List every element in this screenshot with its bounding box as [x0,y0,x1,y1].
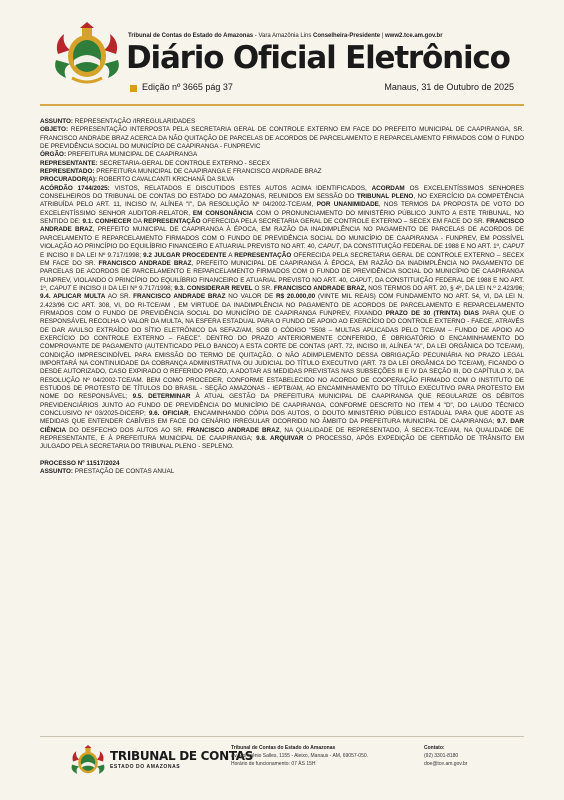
processo-line: PROCESSO Nº 11517/2024 [40,459,120,467]
representado-line: REPRESENTADO: PREFEITURA MUNICIPAL DE CAAPIRANGA E FRANCISCO ANDRADE BRAZ [40,168,322,176]
footer-hours: Horário de funcionamento: 07 ÀS 15H [231,761,316,767]
procurador-line: PROCURADOR(A): ROBERTO CAVALCANTI KRICHANÃ DA SILVA [40,176,235,184]
representante-line: REPRESENTANTE: SECRETARIA-GERAL DE CONTROLE EXTERNO - SECEX [40,159,271,167]
footer-contact-label: Contato: [424,745,445,751]
header-divider [40,104,524,106]
assunto-line: ASSUNTO: REPRESENTAÇÃO /IRREGULARIDADES [40,118,196,125]
edition-bullet-icon [130,85,137,92]
footer-phone: (92) 3301-8180 [424,753,459,759]
footer-address-block [231,744,368,768]
footer-brand-subtitle: ESTADO DO AMAZONAS [110,764,181,770]
page-title: Diário Oficial Eletrônico [126,40,510,76]
header-subrow [126,82,514,96]
orgao-line: ÓRGÃO: PREFEITURA MUNICIPAL DE CAAPIRANGA [40,151,198,159]
dateline: Manaus, 31 de Outubro de 2025 [384,82,514,92]
objeto-line: OBJETO: REPRESENTAÇÃO INTERPOSTA PELA SECRETARIA GERAL DE CONTROLE EXTERNO EM FACE DO PREFEITO MUNICIPAL DE CAAPIRANGA, SR. FRANCISCO ANDRADE BRAZ ACERCA DA NÃO QUITAÇÃO DE PARCELAS DE ACORDOS DE PARCELAMENTO E REPARCELAMENTO FIRMADOS COM O FUNDO DE PREVIDÊNCIA SOCIAL DO MUNICÍPIO DE CAAPIRANGA - FUNPREVIC [40,126,525,151]
paragraph-gap [40,452,524,460]
footer-email[interactable]: doe@tce.am.gov.br [424,761,468,767]
document-body [40,118,524,476]
coat-of-arms-icon [52,20,122,86]
page-footer [0,736,564,800]
footer-org: Tribunal de Contas do Estado do Amazonas [231,745,336,751]
footer-coat-of-arms-icon [70,744,106,778]
edition-label: Edição nº 3665 pág 37 [142,82,233,92]
footer-address: Av. Ephigênio Salles, 1155 - Aleixo, Manaus - AM, 69057-050. [231,753,369,759]
assunto2-line: ASSUNTO: PRESTAÇÃO DE CONTAS ANUAL [40,468,175,476]
page-header [0,0,564,110]
header-topline: Tribunal de Contas do Estado do Amazonas - Vara Amazônia Lins Conselheira-Presidente | www2.tce.am.gov.br [128,33,443,39]
acordao-paragraph: ACÓRDÃO 1744/2025: VISTOS, RELATADOS E DISCUTIDOS ESTES AUTOS ACIMA IDENTIFICADOS, ACORDAM OS EXCELENTÍSSIMOS SENHORES CONSELHEIROS DO TRIBUNAL DE CONTAS DO ESTADO DO AMAZONAS, REUNIDOS EM SESSÃO DO TRIBUNAL PLENO, NO EXERCÍCIO DA COMPETÊNCIA ATRIBUÍDA PELO ART. 11, INCISO IV, ALÍNEA "I", DA RESOLUÇÃO Nº 04/2002-TCE/AM, POR UNANIMIDADE, NOS TERMOS DA PROPOSTA DE VOTO DO EXCELENTÍSSIMO SENHOR AUDITOR-RELATOR, EM CONSONÂNCIA COM O PRONUNCIAMENTO DO MINISTÉRIO PÚBLICO JUNTO A ESTE TRIBUNAL, NO SENTIDO DE: 9.1. CONHECER DA REPRESENTAÇÃO OFERECIDA PELA SECRETARIA GERAL DE CONTROLE EXTERNO – SECEX EM FACE DO SR. FRANCISCO ANDRADE BRAZ, PREFEITO MUNICIPAL DE CAAPIRANGA À ÉPOCA, EM RAZÃO DA INADIMPLÊNCIA NO PAGAMENTO DE PARCELAS DE ACORDOS DE PARCELAMENTO E REPARCELAMENTO FIRMADOS COM O FUNDO DE PREVIDÊNCIA SOCIAL DO MUNICÍPIO DE CAAPIRANGA - FUNPREV, EM POSSÍVEL VIOLAÇÃO AO PRINCÍPIO DO EQUILÍBRIO FINANCEIRO E ATUARIAL PREVISTO NO ART. 40, CAPUT, DA CONSTITUIÇÃO FEDERAL DE 1988 E NO ART. 1º, CAPUT E INCISO II DA LEI Nº 9.717/1998; 9.2 JULGAR PROCEDENTE A REPRESENTAÇÃO OFERECIDA PELA SECRETARIA GERAL DE CONTROLE EXTERNO – SECEX EM FACE DO SR. FRANCISCO ANDRADE BRAZ, PREFEITO MUNICIPAL DE CAAPIRANGA À ÉPOCA, EM RAZÃO DA INADIMPLÊNCIA NO PAGAMENTO DE PARCELAS DE ACORDOS DE PARCELAMENTO E REPARCELAMENTO FIRMADOS COM O FUNDO DE PREVIDÊNCIA SOCIAL DO MUNICÍPIO DE CAAPIRANGA FUNPREV, VIOLANDO O PRINCÍPIO DO EQUILÍBRIO FINANCEIRO E ATUARIAL PREVISTO NO ART. 40, CAPUT, DA CONSTITUIÇÃO FEDERAL DE 1988 E NO ART. 1º, CAPUT E INCISO II DA LEI Nº 9.717/1998; 9.3. CONSIDERAR REVEL O SR. FRANCISCO ANDRADE BRAZ, NOS TERMOS DO ART. 20, § 4º, DA LEI N.º 2.423/96; 9.4. APLICAR MULTA AO SR. FRANCISCO ANDRADE BRAZ NO VALOR DE R$ 20.000,00 (VINTE MIL REAIS) COM FUNDAMENTO NO ART. 54, VI, DA LEI N. 2.423/96 C/C ART. 308, VI, DO RI-TCE/AM , EM VIRTUDE DA INADIMPLÊNCIA NO PAGAMENTO DE ACORDOS DE PARCELAMENTO E REPARCELAMENTO FIRMADOS COM O FUNDO DE PREVIDÊNCIA SOCIAL DO MUNICÍPIO DE CAAPIRANGA FUNPREV, FIXANDO PRAZO DE 30 (TRINTA) DIAS PARA QUE O RESPONSÁVEL RECOLHA O VALOR DA MULTA, NA ESFERA ESTADUAL PARA O FUNDO DE APOIO AO EXERCÍCIO DO CONTROLE EXTERNO - FAECE, ATRAVÉS DE DAR AVULSO EXTRAÍDO DO SÍTIO ELETRÔNICO DA SEFAZ/AM, SOB O CÓDIGO "5508 – MULTAS APLICADAS PELO TCE/AM – FUNDO DE APOIO AO EXERCÍCIO DO CONTROLE EXTERNO – FAECE". DENTRO DO PRAZO ANTERIORMENTE CONFERIDO, É OBRIGATÓRIO O ENCAMINHAMENTO DO COMPROVANTE DE PAGAMENTO (AUTENTICADO PELO BANCO) A ESTA CORTE DE CONTAS (ART. 72, INCISO III, ALÍNEA "A", DA LEI ORGÂNICA DO TCE/AM), CONDIÇÃO IMPRESCINDÍVEL PARA EMISSÃO DO TERMO DE QUITAÇÃO. O NÃO ADIMPLEMENTO DESSA OBRIGAÇÃO PECUNIÁRIA NO PRAZO LEGAL IMPORTARÁ NA CONTINUIDADE DA COBRANÇA ADMINISTRATIVA OU JUDICIAL DO TÍTULO EXECUTIVO (ART. 73 DA LEI ORGÂNICA DO TCE/AM), FICANDO O DESDE AUTORIZADO, CASO EXPIRADO O REFERIDO PRAZO, A ADOTAR AS MEDIDAS PREVISTAS NAS SUBSEÇÕES III E IV DA SEÇÃO III, DO CAPÍTULO X, DA RESOLUÇÃO Nº 04/2002-TCE/AM. BEM COMO PROCEDER, CONFORME ESTABELECIDO NO ACORDO DE COOPERAÇÃO FIRMADO COM O INSTITUTO DE ESTUDOS DE PROTESTO DE TÍTULOS DO BRASIL - SEÇÃO AMAZONAS - IEPTB/AM, AO ENCAMINHAMENTO DO TÍTULO EXECUTIVO PARA PROTESTO EM NOME DO RESPONSÁVEL; 9.5. DETERMINAR À ATUAL GESTÃO DA PREFEITURA MUNICIPAL DE CAAPIRANGA QUE REGULARIZE OS DÉBITOS PREVIDENCIÁRIOS JUNTO AO FUNDO DE PREVIDÊNCIA DO MUNICÍPIO DE CAAPIRANGA, CONFORME DESCRITO NO ITEM 4 "D", DO LAUDO TÉCNICO CONCLUSIVO Nº 03/2025-DICERP; 9.6. OFICIAR, ENCAMINHANDO CÓPIA DOS AUTOS, O DOUTO MINISTÉRIO PÚBLICO ESTADUAL PARA QUE ADOTE AS MEDIDAS QUE ENTENDER CABÍVEIS EM FACE DO CENÁRIO IRREGULAR OCORRIDO NO ÂMBITO DA PREFEITURA MUNICIPAL DE CAAPIRANGA; 9.7. DAR CIÊNCIA DO DESFECHO DOS AUTOS AO SR. FRANCISCO ANDRADE BRAZ, NA QUALIDADE DE REPRESENTADO, À SECEX-TCE/AM, NA QUALIDADE DE REPRESENTANTE, E À PREFEITURA MUNICIPAL DE CAAPIRANGA; 9.8. ARQUIVAR O PROCESSO, APÓS EXPEDIÇÃO DE CERTIDÃO DE TRÂNSITO EM JULGADO PELA SECRETARIA DO TRIBUNAL PLENO - SEPLENO. [40,184,525,451]
footer-contact-block [424,744,467,768]
footer-brand-title: TRIBUNAL DE CONTAS [110,749,254,763]
footer-divider [40,736,524,737]
